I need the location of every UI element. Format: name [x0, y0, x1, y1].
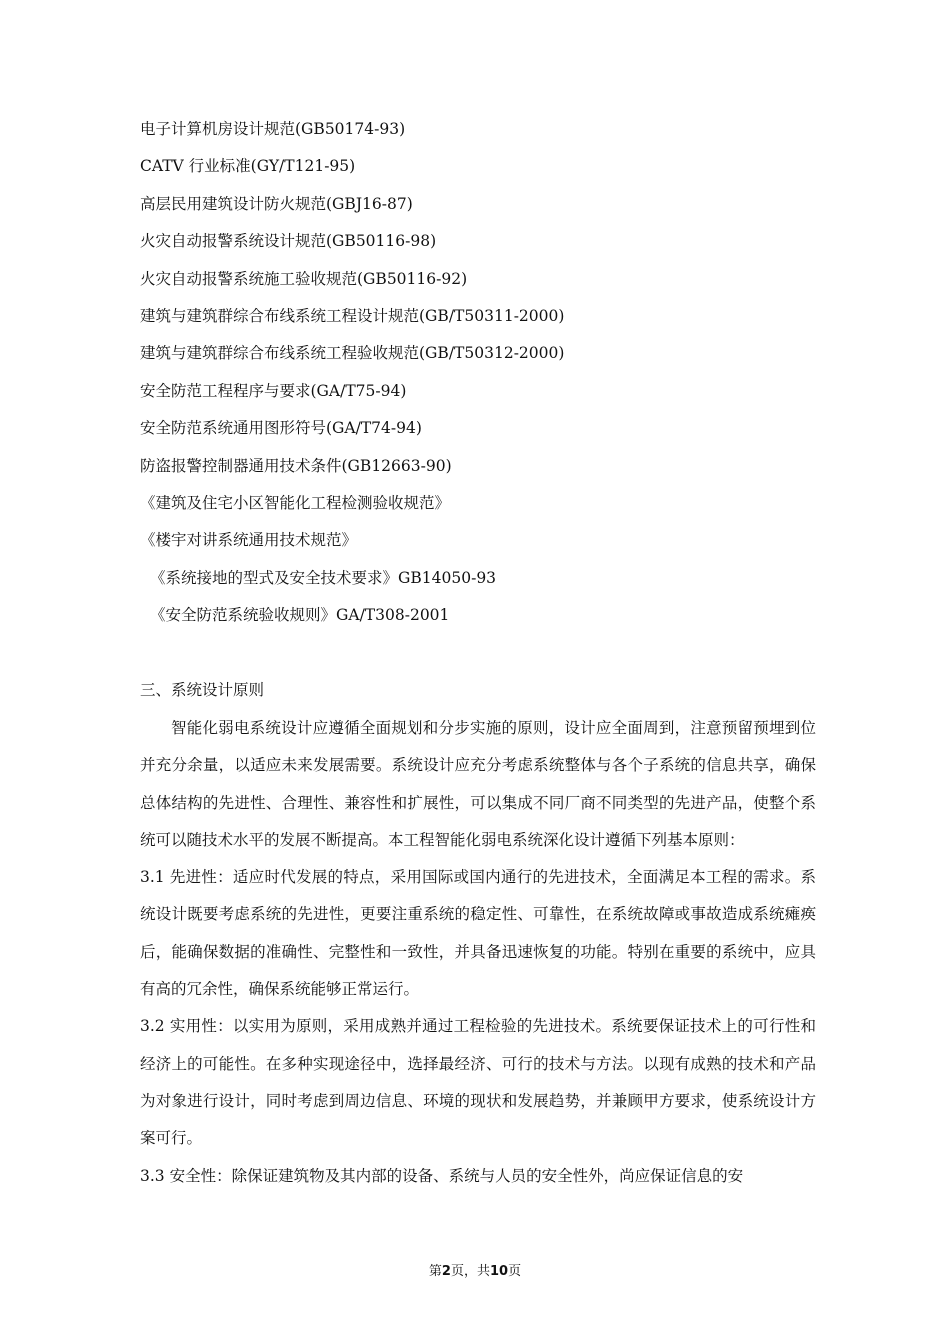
standard-item: 《楼宇对讲系统通用技术规范》: [140, 531, 358, 550]
footer-suffix: 页: [508, 1264, 522, 1279]
standards-list: [140, 116, 820, 639]
section-body: [140, 710, 816, 1195]
standard-item: 火灾自动报警系统设计规范(GB50116-98): [140, 232, 437, 251]
footer-middle: 页，共: [450, 1264, 490, 1279]
standard-item: 火灾自动报警系统施工验收规范(GB50116-92): [140, 269, 468, 288]
footer-prefix: 第: [428, 1264, 442, 1279]
standard-item: 建筑与建筑群综合布线系统工程设计规范(GB/T50311-2000): [140, 306, 565, 325]
standard-item: 高层民用建筑设计防火规范(GBJ16-87): [140, 194, 413, 213]
standard-item: 电子计算机房设计规范(GB50174-93): [140, 120, 406, 138]
standard-item: 《系统接地的型式及安全技术要求》GB14050-93: [150, 568, 497, 587]
standard-item: 安全防范系统通用图形符号(GA/T74-94): [140, 419, 422, 438]
current-page-number: 2: [441, 1264, 451, 1279]
section-heading: 三、系统设计原则: [140, 681, 265, 699]
principle-3-1-paragraph: 3.1 先进性：适应时代发展的特点，采用国际或国内通行的先进技术，全面满足本工程的需求。系统设计既要考虑系统的先进性，更要注重系统的稳定性、可靠性，在系统故障或事故造成系统瘫痪后，能确保数据的准确性、完整性和一致性，并具备迅速恢复的功能。特别在重要的系统中，应具有高的冗余性，确保系统能够正常运行。: [140, 868, 816, 999]
standard-item: 建筑与建筑群综合布线系统工程验收规范(GB/T50312-2000): [140, 344, 565, 363]
standard-item: 防盗报警控制器通用技术条件(GB12663-90): [140, 456, 452, 475]
total-page-count: 10: [489, 1264, 509, 1279]
standard-item: 安全防范工程程序与要求(GA/T75-94): [140, 381, 407, 400]
standard-item: CATV 行业标准(GY/T121-95): [140, 157, 356, 176]
page-footer: [0, 1260, 950, 1279]
intro-paragraph: 智能化弱电系统设计应遵循全面规划和分步实施的原则，设计应全面周到，注意预留预埋到位并充分余量，以适应未来发展需要。系统设计应充分考虑系统整体与各个子系统的信息共享，确保总体结构的先进性、合理性、兼容性和扩展性，可以集成不同厂商不同类型的先进产品，使整个系统可以随技术水平的发展不断提高。本工程智能化弱电系统深化设计遵循下列基本原则：: [140, 719, 816, 849]
principle-3-3-paragraph: 3.3 安全性：除保证建筑物及其内部的设备、系统与人员的安全性外，尚应保证信息的安: [140, 1166, 744, 1185]
principle-3-2-paragraph: 3.2 实用性：以实用为原则，采用成熟并通过工程检验的先进技术。系统要保证技术上的可行性和经济上的可能性。在多种实现途径中，选择最经济、可行的技术与方法。以现有成熟的技术和产品为对象进行设计，同时考虑到周边信息、环境的现状和发展趋势，并兼顾甲方要求，使系统设计方案可行。: [140, 1017, 816, 1148]
standard-item: 《安全防范系统验收规则》GA/T308-2001: [150, 606, 450, 625]
standard-item: 《建筑及住宅小区智能化工程检测验收规范》: [140, 493, 451, 512]
